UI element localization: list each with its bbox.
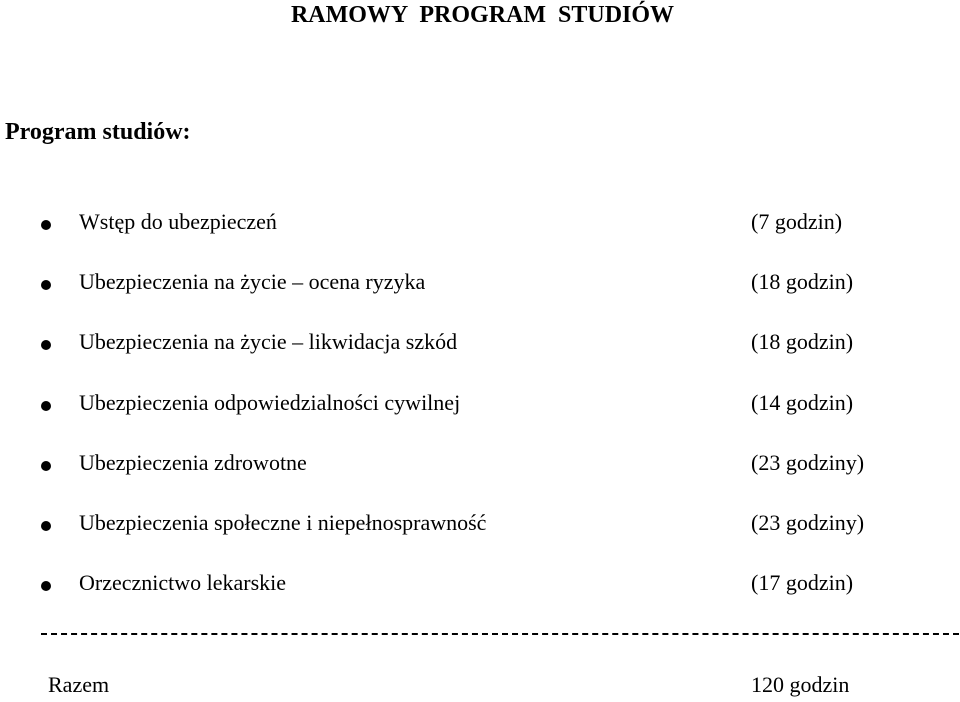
course-item xyxy=(0,390,960,420)
course-item xyxy=(0,209,960,239)
bullet-icon xyxy=(41,461,51,471)
course-name: Wstęp do ubezpieczeń xyxy=(79,209,277,234)
total-value: 120 godzin xyxy=(751,672,850,697)
course-name: Orzecznictwo lekarskie xyxy=(79,570,287,595)
course-item xyxy=(0,450,960,480)
course-hours: (7 godzin) xyxy=(751,209,843,234)
page-title: RAMOWY PROGRAM STUDIÓW xyxy=(290,2,675,28)
course-hours: (18 godzin) xyxy=(751,269,854,294)
course-hours: (14 godzin) xyxy=(751,390,854,415)
bullet-icon xyxy=(41,521,51,531)
bullet-icon xyxy=(41,401,51,411)
course-hours: (17 godzin) xyxy=(751,570,854,595)
course-hours: (18 godzin) xyxy=(751,329,854,354)
course-hours: (23 godziny) xyxy=(751,510,865,535)
course-name: Ubezpieczenia na życie – likwidacja szkód xyxy=(79,329,458,354)
bullet-icon xyxy=(41,280,51,290)
course-hours: (23 godziny) xyxy=(751,450,865,475)
program-heading: Program studiów: xyxy=(5,119,191,145)
bullet-icon xyxy=(41,581,51,591)
course-item xyxy=(0,510,960,540)
course-name: Ubezpieczenia na życie – ocena ryzyka xyxy=(79,269,426,294)
dashed-divider xyxy=(41,633,959,635)
total-row xyxy=(0,672,960,702)
course-item xyxy=(0,269,960,299)
course-name: Ubezpieczenia społeczne i niepełnosprawność xyxy=(79,510,487,535)
bullet-icon xyxy=(41,220,51,230)
course-name: Ubezpieczenia zdrowotne xyxy=(79,450,307,475)
bullet-icon xyxy=(41,340,51,350)
course-item xyxy=(0,329,960,359)
course-item xyxy=(0,570,960,600)
total-label: Razem xyxy=(48,672,110,697)
course-name: Ubezpieczenia odpowiedzialności cywilnej xyxy=(79,390,461,415)
